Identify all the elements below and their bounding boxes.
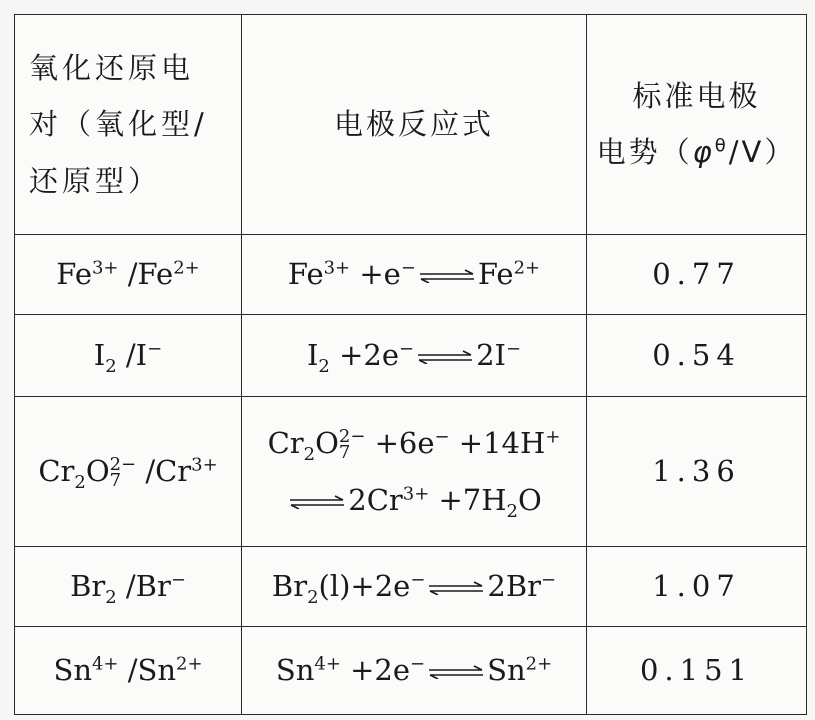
electrode-reaction (248, 649, 580, 691)
charge-and-count (109, 454, 137, 492)
subscript-count: 2 (105, 587, 117, 609)
subscript-count: 7 (338, 441, 351, 463)
charge-and-count (338, 425, 366, 463)
redox-couple-cell (15, 397, 242, 547)
superscript-charge: 2+ (513, 257, 541, 279)
header-standard-potential-line-2 (593, 125, 800, 180)
header-standard-potential-line-1: 标准电极 (632, 79, 761, 114)
standard-potential-value: 0.77 (652, 257, 741, 292)
subscript-count: 7 (109, 470, 122, 492)
formula-text: +6e (365, 425, 435, 460)
standard-potential-value: 0.54 (652, 338, 741, 373)
superscript-charge: 2+ (176, 653, 203, 675)
superscript-charge: 4+ (92, 653, 119, 675)
reaction-cell (242, 235, 587, 315)
redox-couple (70, 569, 186, 609)
superscript-charge: 3+ (92, 257, 119, 279)
formula-text: (l)+2e (318, 569, 411, 604)
potential-cell (587, 397, 807, 547)
formula-text: +2e (329, 338, 399, 373)
reaction-cell (242, 547, 587, 627)
superscript-charge: 3+ (191, 454, 218, 476)
standard-potential-value: 0.151 (639, 653, 754, 688)
formula-text: 2I (476, 338, 506, 373)
formula-text: /Sn (118, 653, 177, 688)
reaction-cell (242, 315, 587, 397)
formula-text: 2Cr (348, 482, 403, 517)
potential-cell (587, 315, 807, 397)
potential-cell (587, 627, 807, 715)
superscript-charge: − (505, 338, 522, 360)
formula-text: Fe (287, 257, 324, 292)
formula-text: +2e (340, 653, 411, 688)
equilibrium-arrow-icon (416, 350, 474, 364)
formula-text: /Cr (136, 454, 192, 489)
formula-text: Sn (275, 653, 315, 688)
formula-text: I (306, 338, 319, 373)
formula-text: /Fe (118, 257, 174, 292)
subscript-count: 2 (105, 356, 117, 378)
formula-text: O (315, 425, 339, 460)
header-potential-prefix: 电势（ (596, 134, 693, 169)
superscript-charge: − (400, 257, 416, 279)
electrode-potential-table (14, 14, 807, 715)
formula-text: +14H (449, 425, 546, 460)
equilibrium-arrow-icon (427, 581, 485, 595)
superscript-charge: 3+ (402, 482, 430, 504)
subscript-count: 2 (307, 587, 319, 609)
table-row (15, 627, 807, 715)
phi-symbol: φ (692, 134, 715, 169)
equilibrium-arrow-icon (427, 665, 485, 679)
header-redox-couple (15, 15, 242, 235)
superscript-charge: + (545, 426, 561, 448)
equation-line (248, 649, 580, 691)
formula-text: O (517, 482, 542, 517)
formula-text: Fe (477, 257, 514, 292)
header-electrode-reaction: 电极反应式 (242, 15, 587, 235)
header-standard-potential (587, 15, 807, 235)
equation-line (248, 253, 580, 295)
standard-potential-value: 1.07 (652, 569, 741, 604)
table-row (15, 235, 807, 315)
superscript-charge: 2− (338, 425, 366, 447)
formula-text: 2Br (487, 569, 542, 604)
superscript-charge: − (399, 338, 415, 360)
equilibrium-arrow-icon (418, 269, 476, 283)
superscript-charge: 2+ (525, 653, 553, 675)
subscript-count: 2 (318, 356, 330, 378)
redox-couple (38, 454, 218, 494)
formula-text: Sn (53, 653, 92, 688)
superscript-charge: − (541, 569, 557, 591)
header-redox-couple-line-2: 对（氧化型/ (29, 107, 208, 142)
redox-couple (53, 653, 202, 687)
superscript-charge: 4+ (314, 653, 341, 675)
table-header-row (15, 15, 807, 235)
formula-text: +e (350, 257, 401, 292)
redox-couple-cell (15, 315, 242, 397)
reaction-cell (242, 627, 587, 715)
superscript-charge: − (170, 569, 186, 591)
redox-couple-cell (15, 547, 242, 627)
header-redox-couple-line-3: 还原型） (29, 163, 162, 198)
superscript-charge: 2+ (173, 257, 200, 279)
theta-superscript: θ (714, 134, 729, 156)
electrode-reaction (248, 334, 580, 376)
equation-line (248, 415, 580, 472)
equilibrium-arrow-icon (288, 495, 346, 509)
standard-potential-value: 1.36 (652, 454, 741, 489)
superscript-charge: − (410, 569, 426, 591)
potential-cell (587, 235, 807, 315)
superscript-charge: 3+ (323, 257, 351, 279)
formula-text: I (93, 338, 106, 373)
equation-line (248, 334, 580, 376)
subscript-count: 2 (506, 500, 518, 522)
redox-couple-cell (15, 627, 242, 715)
formula-text: Fe (56, 257, 92, 292)
superscript-charge: − (434, 426, 450, 448)
electrode-reaction (248, 415, 580, 528)
electrode-reaction (248, 565, 580, 607)
superscript-charge: − (410, 653, 426, 675)
redox-couple-cell (15, 235, 242, 315)
table-row (15, 397, 807, 547)
table-row (15, 547, 807, 627)
equation-line (248, 472, 580, 529)
reaction-cell (242, 397, 587, 547)
formula-text: Cr (38, 454, 75, 489)
header-redox-couple-line-1: 氧化还原电 (29, 50, 195, 85)
formula-text: Br (271, 569, 308, 604)
superscript-charge: − (147, 338, 163, 360)
subscript-count: 2 (74, 472, 86, 494)
formula-text: Br (70, 569, 106, 604)
formula-text: +7H (429, 482, 507, 517)
formula-text: /I (116, 338, 148, 373)
formula-text: Cr (267, 425, 304, 460)
superscript-charge: 2− (109, 454, 137, 476)
equation-line (248, 565, 580, 607)
electrode-reaction (248, 253, 580, 295)
formula-text: O (85, 454, 110, 489)
redox-couple (93, 338, 163, 378)
table-row (15, 315, 807, 397)
potential-cell (587, 547, 807, 627)
redox-couple (56, 257, 199, 291)
formula-text: /Br (116, 569, 171, 604)
header-potential-suffix: /V） (728, 134, 797, 169)
subscript-count: 2 (303, 443, 316, 465)
formula-text: Sn (487, 653, 526, 688)
